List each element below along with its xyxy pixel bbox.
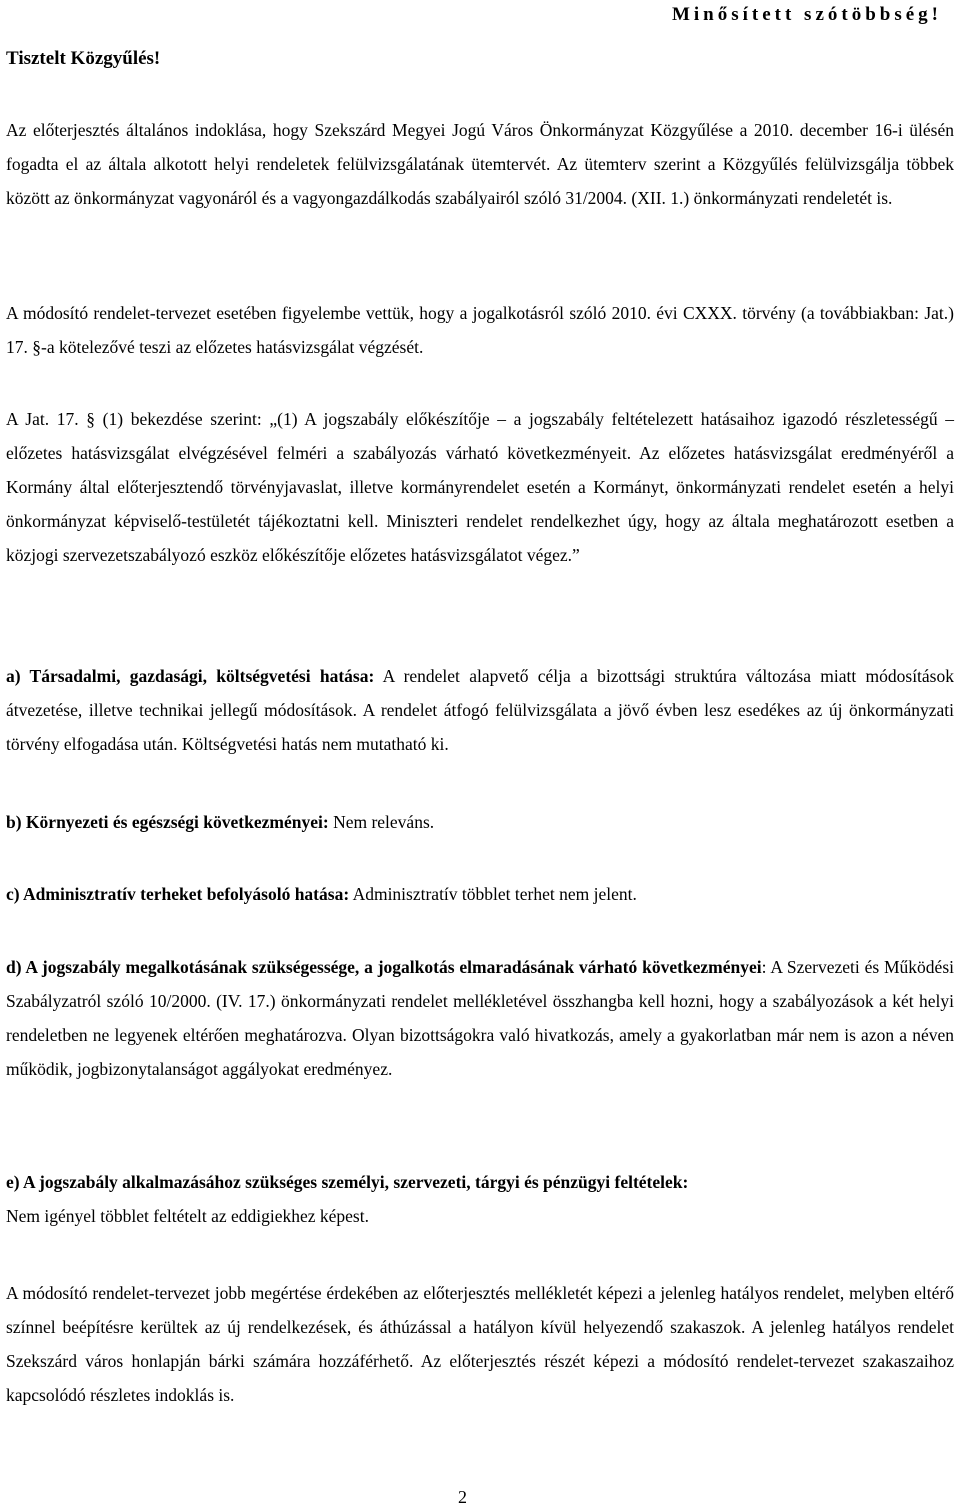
section-d-label: d) A jogszabály megalkotásának szükségessége, a jogalkotás elmaradásának várható következményei	[6, 957, 762, 977]
section-e-text: Nem igényel többlet feltételt az eddigiekhez képest.	[6, 1206, 369, 1226]
jat-paragraph: A módosító rendelet-tervezet esetében figyelembe vettük, hogy a jogalkotásról szóló 2010. évi CXXX. törvény (a továbbiakban: Jat.) 17. §-a kötelezővé teszi az előzetes hatásvizsgálat végzését.	[6, 303, 954, 357]
section-b	[6, 805, 954, 839]
section-b-text: Nem releváns.	[328, 812, 435, 832]
section-d	[6, 950, 954, 1086]
section-e	[6, 1165, 954, 1233]
document-header: Minősített szótöbbség!	[671, 4, 942, 25]
section-d-text: : A Szervezeti és Működési Szabályzatról szóló 10/2000. (IV. 17.) önkormányzati rendelet mellékletével összhangba kell hozni, hogy a szabályozások a két helyi rendeletben ne legyenek eltérően meghatározva. Olyan bizottságokra való hivatkozás, amely a gyakorlatban már nem is azon a néven működik, jogbizonytalanságot aggályokat eredményez.	[6, 957, 954, 1079]
section-a-text: A rendelet alapvető célja a bizottsági struktúra változása miatt módosítások átvezetése, illetve technikai jellegű módosítások. A rendelet átfogó felülvizsgálata a jövő évben lesz esedékes az új önkormányzati törvény elfogadása után. Költségvetési hatás nem mutatható ki.	[6, 666, 954, 754]
section-e-label: e) A jogszabály alkalmazásához szükséges személyi, szervezeti, tárgyi és pénzügyi feltételek:	[6, 1172, 689, 1192]
page-number: 2	[458, 1487, 467, 1507]
section-c-label: c) Adminisztratív terheket befolyásoló hatása:	[6, 884, 350, 904]
section-a-label: a) Társadalmi, gazdasági, költségvetési hatása:	[6, 666, 375, 686]
section-b-label: b) Környezeti és egészségi következményei:	[6, 812, 329, 832]
intro-paragraph: Az előterjesztés általános indoklása, hogy Szekszárd Megyei Jogú Város Önkormányzat Közgyűlése a 2010. december 16-i ülésén fogadta el az általa alkotott helyi rendeletek felülvizsgálatának ütemtervét. Az ütemterv szerint a Közgyűlés felülvizsgálja többek között az önkormányzat vagyonáról és a vagyongazdálkodás szabályairól szóló 31/2004. (XII. 1.) önkormányzati rendeletét is.	[6, 120, 954, 208]
section-c	[6, 877, 954, 911]
section-a	[6, 659, 954, 761]
salutation: Tisztelt Közgyűlés!	[6, 48, 161, 69]
section-c-text: Adminisztratív többlet terhet nem jelent.	[349, 884, 637, 904]
closing-paragraph: A módosító rendelet-tervezet jobb megértése érdekében az előterjesztés mellékletét képezi a jelenleg hatályos rendelet, melyben eltérő színnel beépítésre kerültek az új rendelkezések, és áthúzással a hatályon kívül helyezendő szakaszok. A jelenleg hatályos rendelet Szekszárd város honlapján bárki számára hozzáférhető. Az előterjesztés részét képezi a módosító rendelet-tervezet szakaszaihoz kapcsolódó részletes indoklás is.	[6, 1283, 954, 1405]
quote-paragraph: A Jat. 17. § (1) bekezdése szerint: „(1) A jogszabály előkészítője – a jogszabály feltételezett hatásaihoz igazodó részletességű – előzetes hatásvizsgálat elvégzésével felméri a szabályozás várható következményeit. Az előzetes hatásvizsgálat eredményéről a Kormány által előterjesztendő törvényjavaslat, illetve kormányrendelet esetén a Kormányt, önkormányzati rendelet esetén a helyi önkormányzat képviselő-testületét tájékoztatni kell. Miniszteri rendelet rendelkezhet úgy, hogy az általa meghatározott esetben a közjogi szervezetszabályozó eszköz előkészítője előzetes hatásvizsgálatot végez.”	[6, 409, 954, 565]
